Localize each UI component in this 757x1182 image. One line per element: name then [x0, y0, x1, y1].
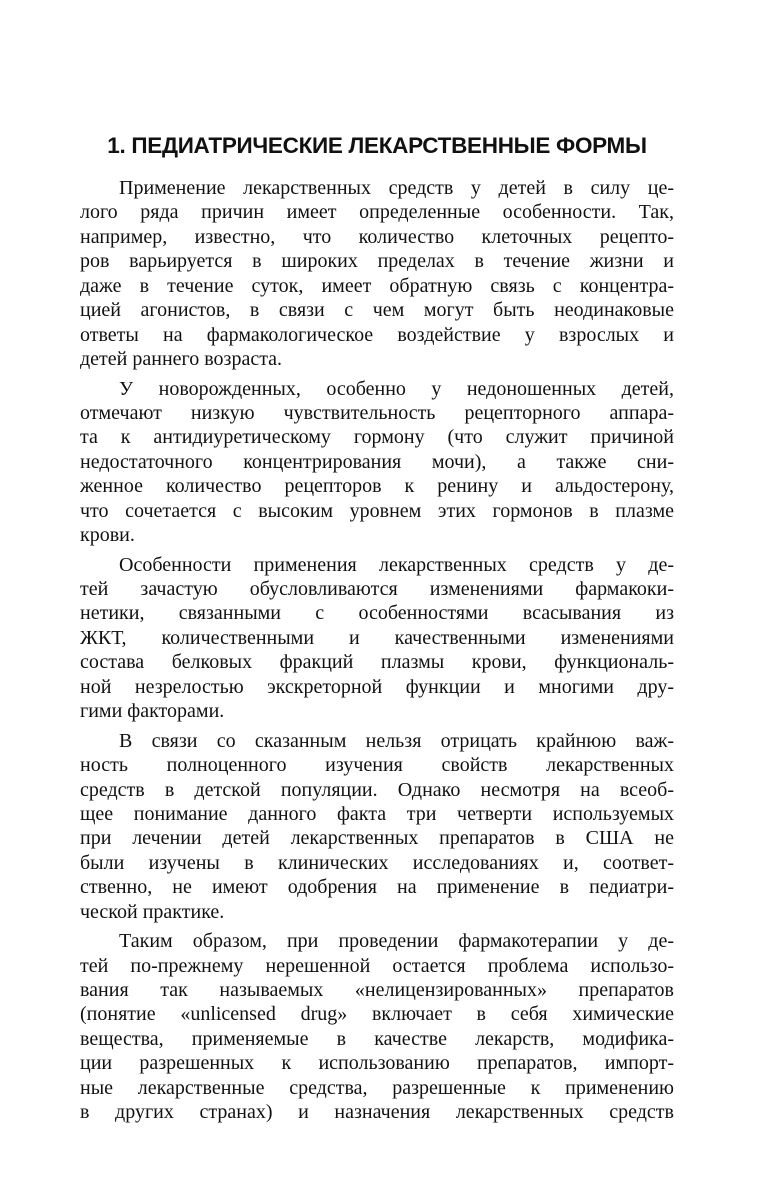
- text-line: тей по-прежнему нерешенной остается проблема использо-: [80, 954, 674, 977]
- text-line: детей раннего возраста.: [80, 348, 283, 371]
- chapter-heading: 1. ПЕДИАТРИЧЕСКИЕ ЛЕКАРСТВЕННЫЕ ФОРМЫ: [107, 133, 647, 158]
- text-line: вещества, применяемые в качестве лекарств, модифика-: [80, 1027, 674, 1050]
- text-line: У новорожденных, особенно у недоношенных детей,: [119, 377, 674, 400]
- text-line: ции разрешенных к использованию препаратов, импорт-: [80, 1052, 674, 1075]
- text-line: цией агонистов, в связи с чем могут быть неодинаковые: [80, 299, 674, 322]
- text-line: (понятие «unlicensed drug» включает в себя химические: [80, 1003, 674, 1026]
- paragraph: [80, 176, 674, 372]
- text-line: недостаточного концентрирования мочи), а также сни-: [80, 450, 674, 473]
- paragraph: [80, 377, 674, 548]
- text-line: лого ряда причин имеет определенные особенности. Так,: [80, 201, 674, 224]
- text-line: ЖКТ, количественными и качественными изменениями: [80, 626, 674, 649]
- text-line: отмечают низкую чувствительность рецепторного аппара-: [80, 401, 674, 424]
- text-line: средств в детской популяции. Однако несмотря на всеоб-: [80, 778, 674, 801]
- text-line: В связи со сказанным нельзя отрицать крайнюю важ-: [119, 729, 674, 752]
- text-line: гими факторами.: [80, 700, 225, 723]
- text-line: были изучены в клинических исследованиях и, соответ-: [80, 851, 674, 874]
- paragraph: [80, 553, 674, 724]
- text-line: ность полноценного изучения свойств лекарственных: [80, 754, 674, 777]
- text-line: Применение лекарственных средств у детей в силу це-: [119, 177, 674, 199]
- text-line: что сочетается с высоким уровнем этих гормонов в плазме: [80, 499, 674, 522]
- text-line: например, известно, что количество клеточных рецепто-: [80, 225, 674, 248]
- paragraph: [80, 929, 674, 1125]
- book-page: [80, 130, 674, 1130]
- text-line: ческой практике.: [80, 900, 225, 923]
- text-line: ственно, не имеют одобрения на применение в педиатри-: [80, 876, 674, 899]
- text-line: тей зачастую обусловливаются изменениями фармакоки-: [80, 578, 674, 600]
- text-line: даже в течение суток, имеет обратную связь с концентра-: [80, 274, 674, 297]
- text-line: состава белковых фракций плазмы крови, функциональ-: [80, 651, 674, 674]
- text-line: ной незрелостью экскреторной функции и многими дру-: [80, 675, 674, 698]
- text-line: щее понимание данного факта три четверти используемых: [80, 802, 674, 825]
- text-line: Таким образом, при проведении фармакотерапии у де-: [119, 930, 674, 953]
- text-line: вания так называемых «нелицензированных» препаратов: [80, 979, 674, 1001]
- text-line: Особенности применения лекарственных средств у де-: [119, 553, 674, 576]
- text-line: ответы на фармакологическое воздействие у взрослых и: [80, 323, 674, 346]
- text-line: та к антидиуретическому гормону (что служит причиной: [80, 426, 674, 449]
- text-line: нетики, связанными с особенностями всасывания из: [80, 602, 674, 625]
- text-line: ные лекарственные средства, разрешенные к применению: [80, 1076, 674, 1099]
- text-line: в других странах) и назначения лекарственных средств: [80, 1101, 674, 1124]
- text-line: при лечении детей лекарственных препаратов в США не: [80, 827, 674, 850]
- text-line: ров варьируется в широких пределах в течение жизни и: [80, 250, 674, 273]
- body-text: [80, 176, 674, 1125]
- text-line: крови.: [80, 524, 135, 547]
- paragraph: [80, 729, 674, 925]
- text-line: женное количество рецепторов к ренину и альдостерону,: [80, 475, 674, 498]
